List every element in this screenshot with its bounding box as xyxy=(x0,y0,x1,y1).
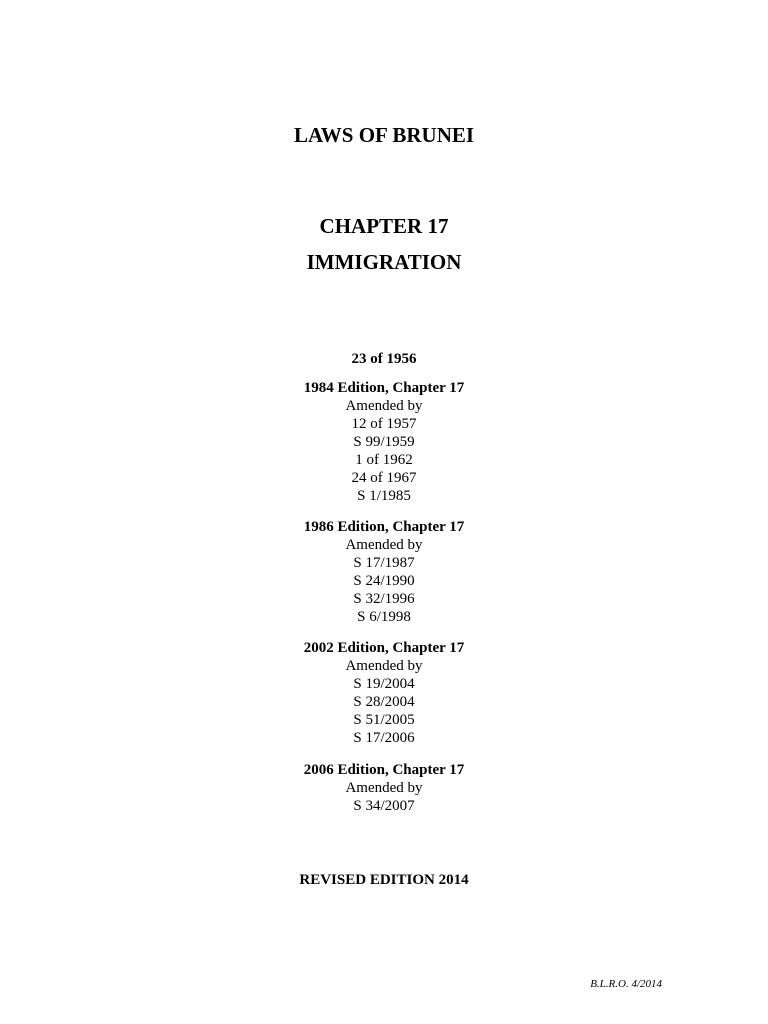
edition-block-2006 xyxy=(0,761,768,815)
amendment-item: 12 of 1957 xyxy=(351,416,417,432)
amended-by-label: Amended by xyxy=(345,537,423,553)
amendment-item: S 1/1985 xyxy=(357,488,411,504)
amendment-item: S 17/1987 xyxy=(353,555,415,571)
amendment-item: S 28/2004 xyxy=(353,694,415,710)
amendment-item: S 51/2005 xyxy=(353,712,415,728)
amended-by-label: Amended by xyxy=(345,780,423,796)
amendment-item: 24 of 1967 xyxy=(351,470,417,486)
amendment-item: S 99/1959 xyxy=(353,434,415,450)
amendment-item: S 34/2007 xyxy=(353,798,415,814)
amendment-item: S 32/1996 xyxy=(353,591,415,607)
edition-heading: 1986 Edition, Chapter 17 xyxy=(303,519,465,535)
amendment-item: S 24/1990 xyxy=(353,573,415,589)
footer-reference: B.L.R.O. 4/2014 xyxy=(590,978,662,990)
edition-block-1984 xyxy=(0,379,768,505)
edition-block-2002 xyxy=(0,639,768,747)
amended-by-label: Amended by xyxy=(345,658,423,674)
amendment-item: S 17/2006 xyxy=(353,730,415,746)
edition-heading: 1984 Edition, Chapter 17 xyxy=(303,380,465,396)
amended-by-label: Amended by xyxy=(345,398,423,414)
amendment-item: S 6/1998 xyxy=(357,609,411,625)
revised-edition: REVISED EDITION 2014 xyxy=(299,872,469,888)
edition-heading: 2002 Edition, Chapter 17 xyxy=(303,640,465,656)
amendment-item: S 19/2004 xyxy=(353,676,415,692)
edition-heading: 2006 Edition, Chapter 17 xyxy=(303,762,465,778)
chapter-title: CHAPTER 17 xyxy=(319,214,449,238)
amendment-item: 1 of 1962 xyxy=(355,452,413,468)
edition-block-1986 xyxy=(0,518,768,626)
laws-header: LAWS OF BRUNEI xyxy=(293,123,475,147)
original-act: 23 of 1956 xyxy=(351,351,417,367)
subject-title: IMMIGRATION xyxy=(306,250,462,274)
